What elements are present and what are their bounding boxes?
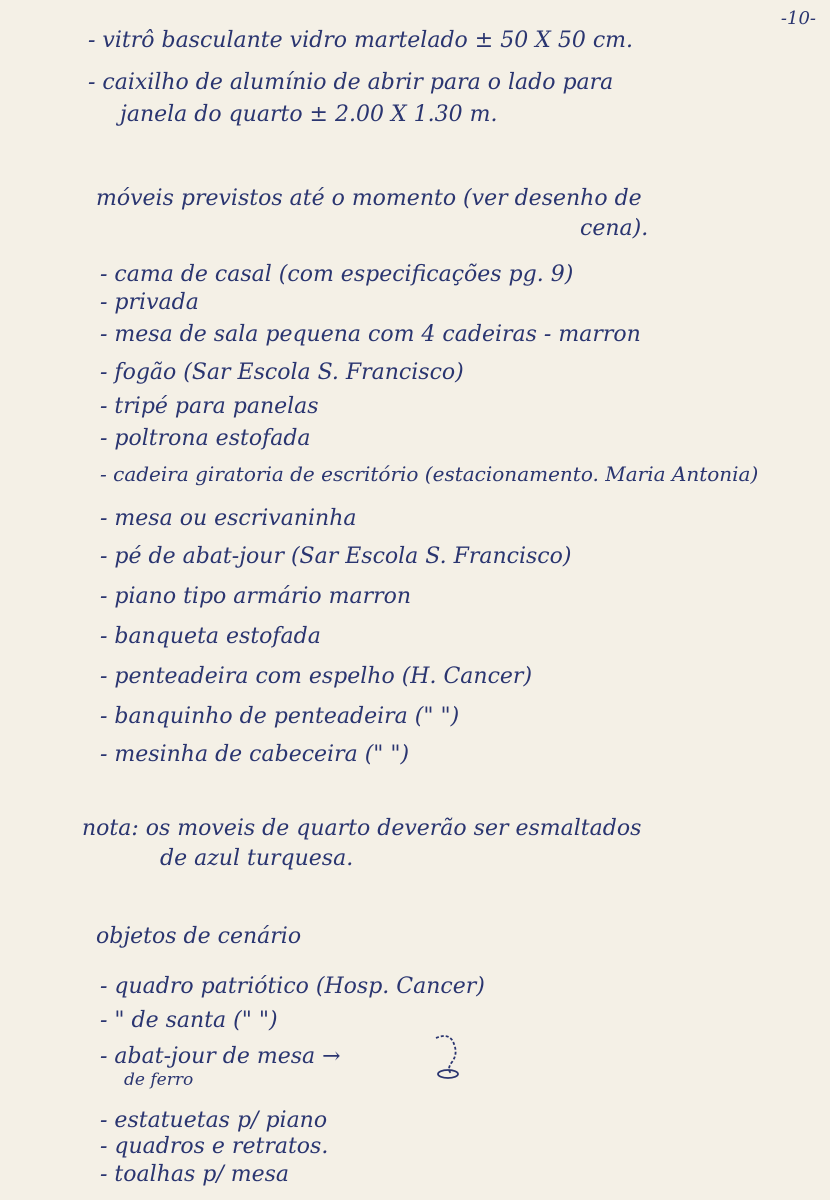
objects-item: - " de santa (" "): [100, 1008, 278, 1033]
note-line-2: de azul turquesa.: [160, 846, 354, 871]
furniture-item: - mesa ou escrivaninha: [100, 506, 357, 531]
abat-jour-sketch-icon: [428, 1030, 472, 1080]
furniture-item: - pé de abat-jour (Sar Escola S. Francisco): [100, 544, 572, 569]
objects-item: - estatuetas p/ piano: [100, 1108, 328, 1133]
furniture-item: - piano tipo armário marron: [100, 584, 412, 609]
note-line-1: nota: os moveis de quarto deverão ser esmaltados: [82, 816, 642, 841]
objects-heading: objetos de cenário: [96, 924, 302, 949]
furniture-heading-cont: cena).: [580, 216, 649, 241]
page-number: -10-: [780, 8, 816, 29]
furniture-item: - mesa de sala pequena com 4 cadeiras - marron: [100, 322, 641, 347]
objects-item: - quadro patriótico (Hosp. Cancer): [100, 974, 485, 999]
furniture-heading: móveis previstos até o momento (ver desenho de: [96, 186, 642, 211]
furniture-item: - cama de casal (com especificações pg. 9): [100, 262, 574, 287]
furniture-item: - tripé para panelas: [100, 394, 319, 419]
item-caixilho: - caixilho de alumínio de abrir para o lado para: [88, 70, 614, 95]
objects-item: - toalhas p/ mesa: [100, 1162, 290, 1187]
furniture-item: - privada: [100, 290, 199, 315]
objects-item-cont: de ferro: [124, 1070, 194, 1090]
objects-item: - abat-jour de mesa →: [100, 1044, 341, 1069]
furniture-item: - poltrona estofada: [100, 426, 311, 451]
furniture-item: - banqueta estofada: [100, 624, 321, 649]
objects-item: - quadros e retratos.: [100, 1134, 329, 1159]
item-caixilho-cont: janela do quarto ± 2.00 X 1.30 m.: [120, 102, 498, 127]
furniture-item: - penteadeira com espelho (H. Cancer): [100, 664, 533, 689]
furniture-item: - cadeira giratoria de escritório (estacionamento. Maria Antonia): [100, 462, 759, 486]
furniture-item: - banquinho de penteadeira (" "): [100, 704, 460, 729]
furniture-item: - mesinha de cabeceira (" "): [100, 742, 410, 767]
furniture-item: - fogão (Sar Escola S. Francisco): [100, 360, 464, 385]
item-vitro: - vitrô basculante vidro martelado ± 50 X 50 cm.: [88, 28, 634, 53]
